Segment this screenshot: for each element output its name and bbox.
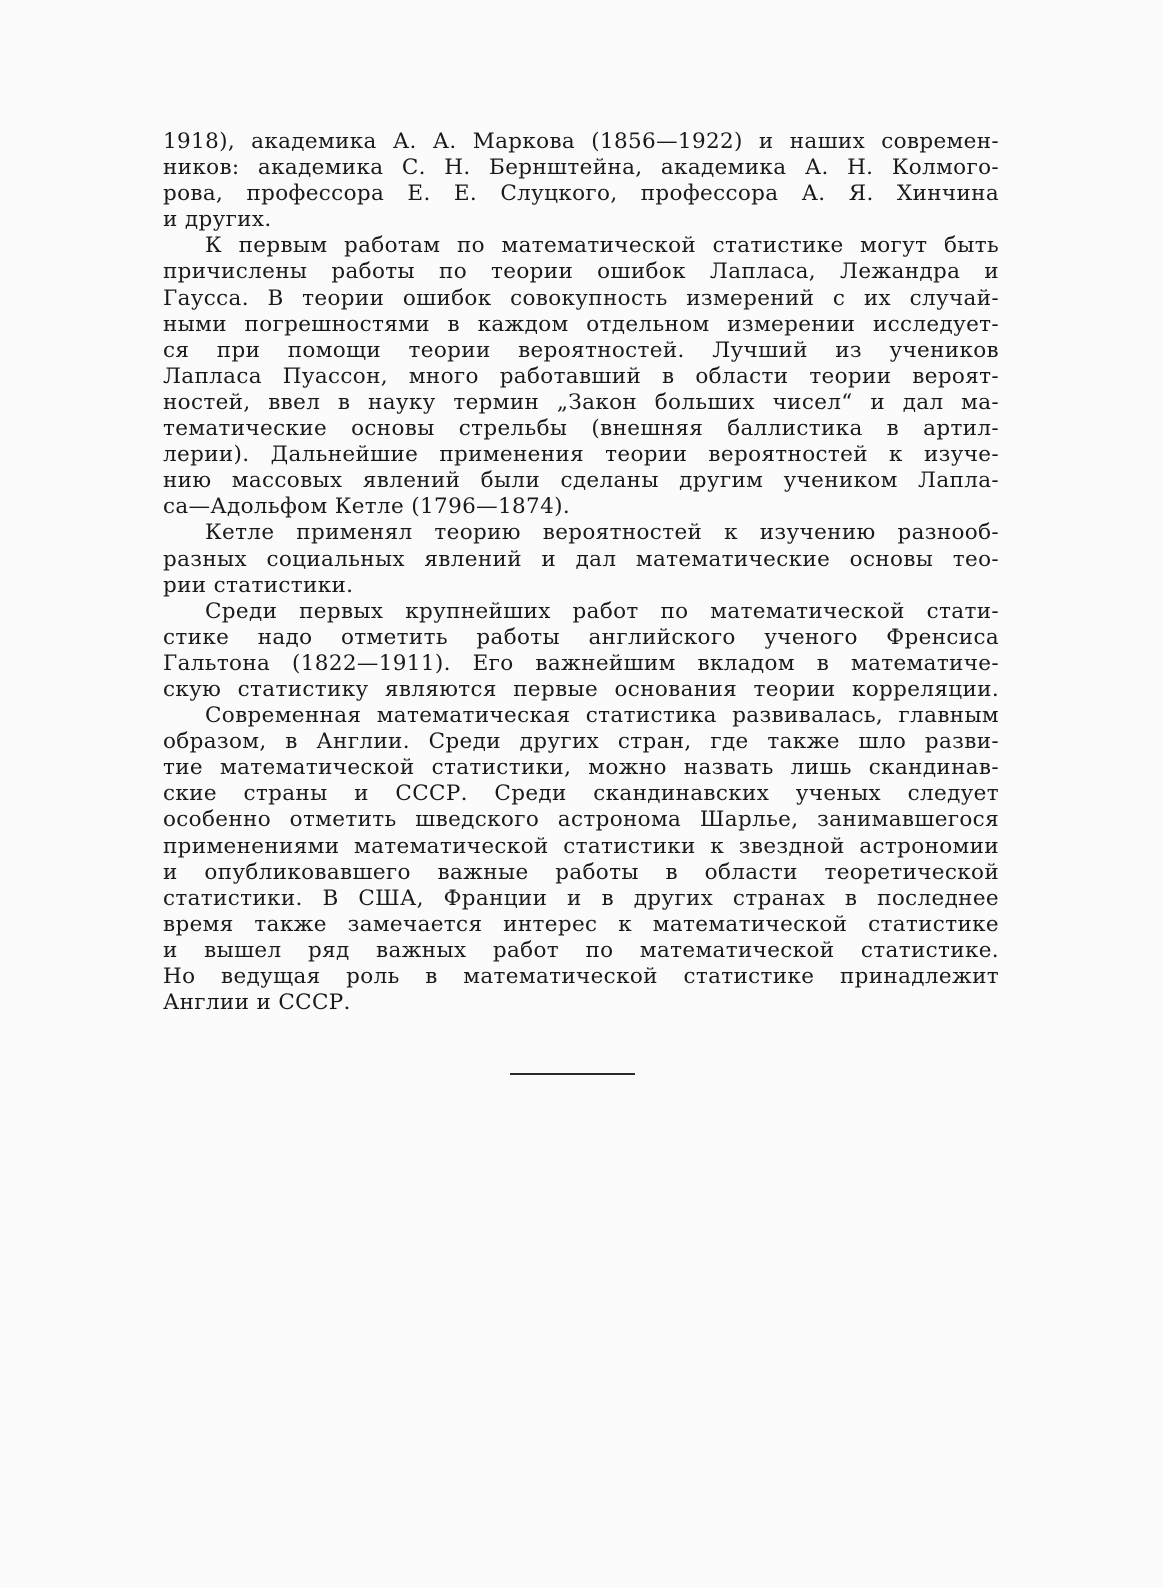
text-line: скую статистику являются первые основания теории корреляции. bbox=[163, 676, 999, 702]
text-line: и опубликовавшего важные работы в области теоретической bbox=[163, 859, 999, 885]
text-line: Кетле применял теорию вероятностей к изучению разнооб- bbox=[205, 520, 999, 546]
text-line: разных социальных явлений и дал математические основы тео- bbox=[163, 546, 999, 572]
text-line: Современная математическая статистика развивалась, главным bbox=[205, 703, 999, 729]
text-line: лерии). Дальнейшие применения теории вероятностей к изуче- bbox=[163, 442, 999, 468]
text-line: ников: академика С. Н. Бернштейна, академика А. Н. Колмого- bbox=[163, 155, 999, 181]
text-line: Гаусса. В теории ошибок совокупность измерений с их случай- bbox=[163, 285, 999, 311]
text-line: время также замечается интерес к математической статистике bbox=[163, 911, 999, 937]
text-line: применениями математической статистики к звездной астрономии bbox=[163, 833, 999, 859]
text-line: тематические основы стрельбы (внешняя баллистика в артил- bbox=[163, 416, 999, 442]
section-end-rule bbox=[510, 1073, 635, 1075]
text-line: ностей, ввел в науку термин „Закон больших чисел“ и дал ма- bbox=[163, 389, 999, 415]
text-line: са—Адольфом Кетле (1796—1874). bbox=[163, 494, 571, 520]
body-text bbox=[163, 129, 999, 1016]
text-line: 1918), академика А. А. Маркова (1856—1922) и наших современ- bbox=[163, 129, 999, 154]
text-line: К первым работам по математической статистике могут быть bbox=[205, 233, 999, 259]
text-line: тие математической статистики, можно назвать лишь скандинав- bbox=[163, 755, 999, 781]
text-line: Но ведущая роль в математической статистике принадлежит bbox=[163, 964, 999, 989]
text-line: стике надо отметить работы английского ученого Френсиса bbox=[163, 624, 999, 650]
text-line: Англии и СССР. bbox=[163, 990, 351, 1016]
text-line: причислены работы по теории ошибок Лапласа, Лежандра и bbox=[163, 259, 999, 285]
text-line: статистики. В США, Франции и в других странах в последнее bbox=[163, 885, 999, 911]
text-line: ными погрешностями в каждом отдельном измерении исследует- bbox=[163, 311, 999, 337]
text-line: Среди первых крупнейших работ по математической стати- bbox=[205, 598, 999, 624]
text-line: Гальтона (1822—1911). Его важнейшим вкладом в математиче- bbox=[163, 650, 999, 676]
text-line: и других. bbox=[163, 207, 272, 233]
text-line: и вышел ряд важных работ по математической статистике. bbox=[163, 937, 999, 963]
text-line: рова, профессора Е. Е. Слуцкого, профессора А. Я. Хинчина bbox=[163, 181, 999, 207]
text-line: нию массовых явлений были сделаны другим учеником Лапла- bbox=[163, 468, 999, 494]
text-line: ся при помощи теории вероятностей. Лучший из учеников bbox=[163, 337, 999, 363]
text-line: Лапласа Пуассон, много работавший в области теории вероят- bbox=[163, 363, 999, 389]
text-line: особенно отметить шведского астронома Шарлье, занимавшегося bbox=[163, 807, 999, 833]
text-line: ские страны и СССР. Среди скандинавских ученых следует bbox=[163, 781, 999, 807]
text-line: образом, в Англии. Среди других стран, где также шло разви- bbox=[163, 729, 999, 755]
text-line: рии статистики. bbox=[163, 572, 354, 598]
